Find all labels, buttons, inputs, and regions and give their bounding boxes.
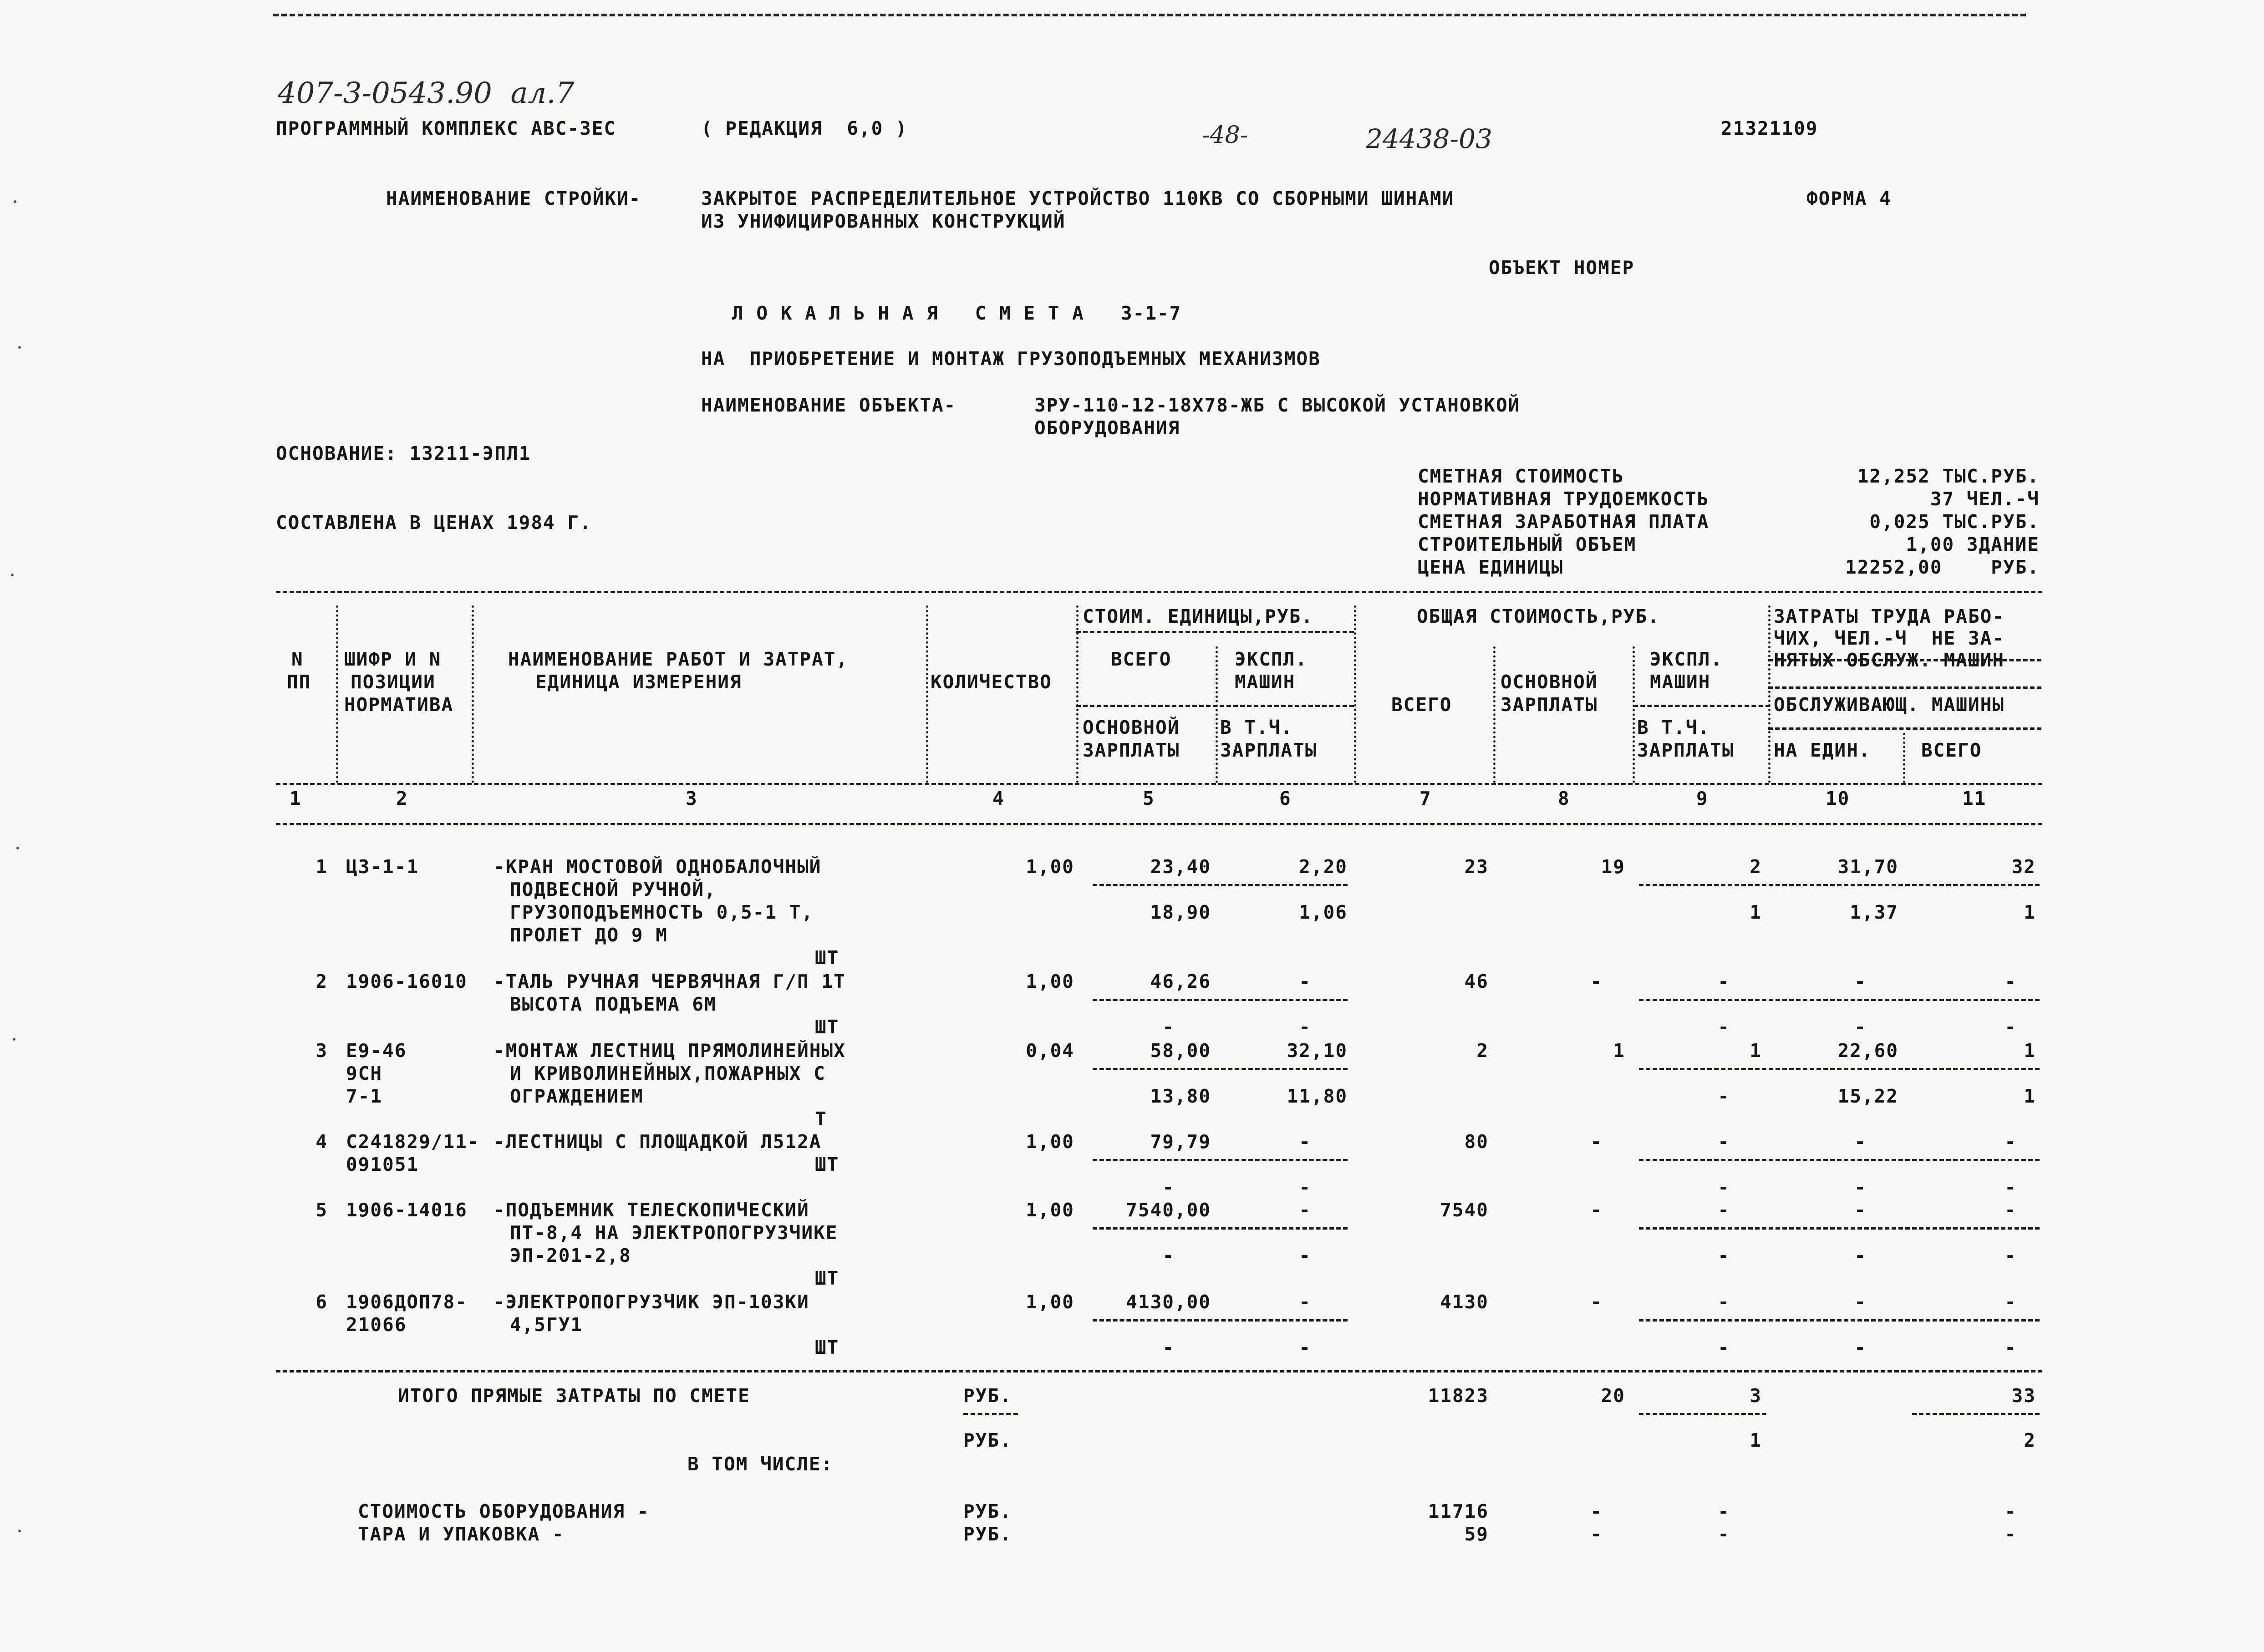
row-code: 1906-14016	[346, 1199, 468, 1221]
totals-machine-wage: 1	[1750, 1429, 1762, 1451]
row-rule	[1639, 1227, 2040, 1230]
row-labor-total: -	[2005, 1291, 2017, 1313]
row-labor-total-service: -	[2005, 1016, 2017, 1038]
packaging-machine: -	[1718, 1523, 1730, 1545]
totals-label: ИТОГО ПРЯМЫЕ ЗАТРАТЫ ПО СМЕТЕ	[398, 1385, 750, 1407]
col-divider	[926, 605, 928, 783]
row-name: -ТАЛЬ РУЧНАЯ ЧЕРВЯЧНАЯ Г/П 1Т	[494, 971, 846, 992]
labor-rule-2	[1768, 686, 2041, 689]
row-unit-total: 4130,00	[1126, 1291, 1211, 1313]
row-unit-machine: 32,10	[1287, 1040, 1348, 1062]
row-code: Ц3-1-1	[346, 856, 419, 878]
totals-labor: 33	[2011, 1385, 2036, 1407]
column-number: 5	[1143, 788, 1155, 809]
handwritten-ref: 24438-03	[1366, 123, 1492, 154]
row-name: ЭП-201-2,8	[510, 1245, 631, 1266]
row-total-wage: -	[1590, 971, 1603, 992]
header-labor: ЧИХ, ЧЕЛ.-Ч НЕ ЗА-	[1774, 627, 2005, 649]
object-number: ОБЪЕКТ НОМЕР	[1489, 257, 1635, 279]
summary-value: 0,025 ТЫС.РУБ.	[1869, 511, 2040, 533]
row-total-machine: -	[1718, 1291, 1730, 1313]
summary-value: 12252,00 РУБ.	[1845, 556, 2040, 578]
col-divider	[1493, 646, 1496, 783]
col-divider	[1768, 605, 1770, 783]
row-name: -ЭЛЕКТРОПОГРУЗЧИК ЭП-103КИ	[494, 1291, 809, 1313]
row-labor-unit: -	[1854, 1291, 1867, 1313]
object-line1: ЗРУ-110-12-18Х78-ЖБ С ВЫСОКОЙ УСТАНОВКОЙ	[1034, 394, 1521, 416]
totals-unit: РУБ.	[963, 1385, 1012, 1407]
unit-cost-split-rule	[1076, 705, 1354, 707]
row-labor-unit-service: -	[1854, 1016, 1867, 1038]
col-divider	[1903, 733, 1905, 783]
column-number: 3	[686, 788, 698, 809]
row-rule	[1639, 884, 2040, 886]
row-quantity: 0,04	[1026, 1040, 1074, 1062]
row-total-wage: -	[1590, 1199, 1603, 1221]
row-name: И КРИВОЛИНЕЙНЫХ,ПОЖАРНЫХ С	[510, 1062, 826, 1084]
row-labor-unit: 22,60	[1837, 1040, 1898, 1062]
row-total: 80	[1464, 1131, 1489, 1153]
row-code: С241829/11-	[346, 1131, 480, 1153]
row-labor-total: -	[2005, 971, 2017, 992]
row-number: 4	[315, 1131, 328, 1153]
column-number: 4	[992, 788, 1005, 809]
scan-speck	[18, 346, 21, 349]
totals-unit: РУБ.	[963, 1429, 1012, 1451]
row-name: -ЛЕСТНИЦЫ С ПЛОЩАДКОЙ Л512А	[494, 1131, 822, 1153]
header-unit-wage: ОСНОВНОЙ	[1083, 717, 1180, 738]
col-divider	[1216, 646, 1218, 783]
row-total-wage: 19	[1601, 856, 1625, 878]
col-divider	[336, 605, 338, 783]
row-number: 2	[315, 971, 328, 992]
column-number: 7	[1419, 788, 1432, 809]
row-unit-machine: -	[1299, 1291, 1311, 1313]
row-total-machine: 2	[1750, 856, 1762, 878]
row-quantity: 1,00	[1026, 1199, 1074, 1221]
summary-value: 12,252 ТЫС.РУБ.	[1857, 465, 2040, 487]
row-labor-total: -	[2005, 1131, 2017, 1153]
row-name: ПОДВЕСНОЙ РУЧНОЙ,	[510, 879, 717, 900]
row-total-wage: -	[1590, 1131, 1603, 1153]
row-rule	[1093, 884, 1348, 886]
row-name: ВЫСОТА ПОДЪЕМА 6М	[510, 993, 717, 1015]
row-quantity: 1,00	[1026, 1291, 1074, 1313]
row-total: 23	[1464, 856, 1489, 878]
row-labor-total-service: 1	[2024, 1085, 2036, 1107]
row-total-machine-wage: -	[1718, 1245, 1730, 1266]
row-rule	[1639, 1159, 2040, 1161]
totals-wage: 20	[1601, 1385, 1625, 1407]
row-total-machine: -	[1718, 1199, 1730, 1221]
row-unit-total: 46,26	[1150, 971, 1211, 992]
top-border-dashes	[273, 14, 2026, 16]
column-number: 11	[1962, 788, 1987, 809]
row-unit-total: 79,79	[1150, 1131, 1211, 1153]
totals-rule	[276, 1370, 2042, 1372]
totals-rule-short	[1912, 1413, 2040, 1415]
row-unit-wage: -	[1162, 1016, 1175, 1038]
summary-label: НОРМАТИВНАЯ ТРУДОЕМКОСТЬ	[1418, 488, 1709, 510]
header-n: N	[291, 648, 304, 670]
row-total-machine-wage: -	[1718, 1016, 1730, 1038]
header-name: НАИМЕНОВАНИЕ РАБОТ И ЗАТРАТ,	[508, 648, 849, 670]
row-rule	[1093, 1068, 1348, 1070]
totals-unit-rule	[963, 1413, 1018, 1415]
row-total: 7540	[1440, 1199, 1489, 1221]
equipment-total: 11716	[1428, 1500, 1489, 1522]
row-labor-unit-service: -	[1854, 1337, 1867, 1358]
row-labor-total-service: -	[2005, 1337, 2017, 1358]
row-code: 1906ДОП78-	[346, 1291, 468, 1313]
summary-label: СМЕТНАЯ ЗАРАБОТНАЯ ПЛАТА	[1418, 511, 1709, 533]
row-unit-machine: -	[1299, 1131, 1311, 1153]
row-unit: ШТ	[815, 1154, 839, 1175]
summary-value: 37 ЧЕЛ.-Ч	[1930, 488, 2040, 510]
object-line2: ОБОРУДОВАНИЯ	[1034, 417, 1180, 439]
header-unit-machine: ЭКСПЛ.	[1235, 648, 1308, 670]
row-number: 1	[315, 856, 328, 878]
row-rule	[1639, 1319, 2040, 1322]
row-rule	[1093, 999, 1348, 1001]
header-labor-total: ВСЕГО	[1921, 739, 1982, 761]
row-code: 9СН	[346, 1062, 383, 1084]
construction-line2: ИЗ УНИФИЦИРОВАННЫХ КОНСТРУКЦИЙ	[701, 210, 1066, 232]
header-pp: ПП	[287, 671, 311, 693]
row-labor-unit-service: -	[1854, 1245, 1867, 1266]
packaging-unit: РУБ.	[963, 1523, 1012, 1545]
row-quantity: 1,00	[1026, 971, 1074, 992]
row-labor-total: 32	[2011, 856, 2036, 878]
header-labor-unit: НА ЕДИН.	[1774, 739, 1871, 761]
header-unit-machine-wage: В Т.Ч.	[1220, 717, 1293, 738]
form-label: ФОРМА 4	[1806, 188, 1892, 209]
column-number: 9	[1696, 788, 1709, 809]
column-number: 8	[1558, 788, 1570, 809]
row-labor-total-service: 1	[2024, 901, 2036, 923]
row-code: Е9-46	[346, 1040, 407, 1062]
packaging-label: ТАРА И УПАКОВКА -	[358, 1523, 565, 1545]
row-quantity: 1,00	[1026, 1131, 1074, 1153]
row-labor-unit: -	[1854, 1199, 1867, 1221]
header-total-machine-wage: В Т.Ч.	[1637, 717, 1710, 738]
packaging-total: 59	[1464, 1523, 1489, 1545]
table-header-rule	[276, 783, 2042, 785]
row-total: 4130	[1440, 1291, 1489, 1313]
row-unit: ШТ	[815, 1016, 839, 1038]
header-code: ПОЗИЦИИ	[351, 671, 436, 693]
row-unit-machine-wage: -	[1299, 1245, 1311, 1266]
row-labor-unit: -	[1854, 1131, 1867, 1153]
col-divider	[1076, 605, 1079, 783]
row-name: -КРАН МОСТОВОЙ ОДНОБАЛОЧНЫЙ	[494, 856, 822, 878]
edition: ( РЕДАКЦИЯ 6,0 )	[701, 117, 908, 139]
row-code: 7-1	[346, 1085, 383, 1107]
row-unit-machine-wage: 1,06	[1299, 901, 1348, 923]
row-unit: ШТ	[815, 1267, 839, 1289]
table-numbers-rule	[276, 823, 2042, 825]
header-total-all: ВСЕГО	[1391, 694, 1452, 716]
header-total-wage: ЗАРПЛАТЫ	[1501, 694, 1598, 716]
row-name: -ПОДЪЕМНИК ТЕЛЕСКОПИЧЕСКИЙ	[494, 1199, 809, 1221]
header-labor: ЗАТРАТЫ ТРУДА РАБО-	[1774, 605, 2005, 627]
row-unit-total: 58,00	[1150, 1040, 1211, 1062]
header-labor: НЯТЫХ ОБСЛУЖ. МАШИН	[1774, 649, 2005, 671]
equipment-unit: РУБ.	[963, 1500, 1012, 1522]
row-total-machine: 1	[1750, 1040, 1762, 1062]
row-unit-machine-wage: -	[1299, 1016, 1311, 1038]
row-number: 5	[315, 1199, 328, 1221]
row-unit: Т	[815, 1108, 827, 1130]
column-number: 2	[396, 788, 408, 809]
header-total-machine-wage: ЗАРПЛАТЫ	[1637, 739, 1735, 761]
row-labor-unit-service: 15,22	[1837, 1085, 1898, 1107]
summary-label: ЦЕНА ЕДИНИЦЫ	[1418, 556, 1564, 578]
packaging-labor: -	[2005, 1523, 2017, 1545]
row-code: 091051	[346, 1154, 419, 1175]
row-unit-wage: 13,80	[1150, 1085, 1211, 1107]
header-total-machine: ЭКСПЛ.	[1650, 648, 1723, 670]
column-number: 6	[1279, 788, 1292, 809]
equipment-machine: -	[1718, 1500, 1730, 1522]
column-number: 1	[290, 788, 302, 809]
row-unit-machine-wage: -	[1299, 1337, 1311, 1358]
row-total: 2	[1476, 1040, 1489, 1062]
machine-split-rule	[1633, 705, 1770, 707]
row-rule	[1639, 1068, 2040, 1070]
row-unit-machine: -	[1299, 971, 1311, 992]
row-unit-machine: -	[1299, 1199, 1311, 1221]
col-divider	[1633, 646, 1635, 783]
row-name: 4,5ГУ1	[510, 1314, 583, 1336]
totals-total: 11823	[1428, 1385, 1489, 1407]
row-total-machine-wage: -	[1718, 1176, 1730, 1198]
construction-label: НАИМЕНОВАНИЕ СТРОЙКИ-	[386, 188, 641, 209]
row-total-machine: -	[1718, 971, 1730, 992]
row-unit-wage: 18,90	[1150, 901, 1211, 923]
row-labor-unit: -	[1854, 971, 1867, 992]
summary-value: 1,00 ЗДАНИЕ	[1906, 534, 2040, 555]
equipment-wage: -	[1590, 1500, 1603, 1522]
row-unit-total: 23,40	[1150, 856, 1211, 878]
header-total-cost-group: ОБЩАЯ СТОИМОСТЬ,РУБ.	[1417, 605, 1660, 627]
row-labor-total-service: -	[2005, 1245, 2017, 1266]
header-code: ШИФР И N	[344, 648, 442, 670]
summary-label: СМЕТНАЯ СТОИМОСТЬ	[1418, 465, 1624, 487]
header-unit-machine: МАШИН	[1235, 671, 1296, 693]
row-unit-wage: -	[1162, 1337, 1175, 1358]
row-name: -МОНТАЖ ЛЕСТНИЦ ПРЯМОЛИНЕЙНЫХ	[494, 1040, 846, 1062]
page-number: -48-	[1202, 122, 1248, 149]
doc-number: 21321109	[1721, 117, 1818, 139]
row-labor-total-service: -	[2005, 1176, 2017, 1198]
row-quantity: 1,00	[1026, 856, 1074, 878]
row-labor-total: 1	[2024, 1040, 2036, 1062]
col-divider	[472, 605, 474, 783]
totals-machine: 3	[1750, 1385, 1762, 1407]
column-number: 10	[1826, 788, 1850, 809]
row-unit-machine-wage: -	[1299, 1176, 1311, 1198]
row-labor-unit-service: 1,37	[1850, 901, 1898, 923]
handwritten-code: 407-3-0543.90 ал.7	[278, 76, 575, 110]
header-code: НОРМАТИВА	[344, 694, 454, 716]
program-name: ПРОГРАММНЫЙ КОМПЛЕКС АВС-3ЕС	[276, 117, 616, 139]
row-total-machine-wage: 1	[1750, 901, 1762, 923]
header-total-wage: ОСНОВНОЙ	[1501, 671, 1598, 693]
header-name: ЕДИНИЦА ИЗМЕРЕНИЯ	[535, 671, 742, 693]
table-top-rule	[276, 591, 2042, 593]
row-rule	[1093, 1159, 1348, 1161]
scan-speck	[16, 847, 19, 849]
packaging-wage: -	[1590, 1523, 1603, 1545]
scan-speck	[11, 574, 14, 576]
construction-line1: ЗАКРЫТОЕ РАСПРЕДЕЛИТЕЛЬНОЕ УСТРОЙСТВО 110КВ СО СБОРНЫМИ ШИНАМИ	[701, 188, 1455, 209]
row-rule	[1093, 1319, 1348, 1322]
header-unit-total: ВСЕГО	[1111, 648, 1172, 670]
header-unit-wage: ЗАРПЛАТЫ	[1083, 739, 1180, 761]
equipment-label: СТОИМОСТЬ ОБОРУДОВАНИЯ -	[358, 1500, 650, 1522]
row-code: 21066	[346, 1314, 407, 1336]
object-label: НАИМЕНОВАНИЕ ОБЪЕКТА-	[701, 394, 956, 416]
header-total-machine: МАШИН	[1650, 671, 1711, 693]
scan-speck	[18, 1530, 21, 1532]
header-unit-machine-wage: ЗАРПЛАТЫ	[1220, 739, 1318, 761]
row-total-machine-wage: -	[1718, 1085, 1730, 1107]
row-total-wage: -	[1590, 1291, 1603, 1313]
row-name: ОГРАЖДЕНИЕМ	[510, 1085, 644, 1107]
header-labor-service: ОБСЛУЖИВАЮЩ. МАШИНЫ	[1774, 694, 2005, 716]
basis: ОСНОВАНИЕ: 13211-ЭПЛ1	[276, 442, 531, 464]
row-rule	[1093, 1227, 1348, 1230]
summary-label: СТРОИТЕЛЬНЫЙ ОБЪЕМ	[1418, 534, 1637, 555]
row-labor-unit: 31,70	[1837, 856, 1898, 878]
header-quantity: КОЛИЧЕСТВО	[931, 671, 1052, 693]
unit-cost-group-rule	[1076, 631, 1354, 633]
row-unit-total: 7540,00	[1126, 1199, 1211, 1221]
row-code: 1906-16010	[346, 971, 468, 992]
row-total-machine: -	[1718, 1131, 1730, 1153]
scan-speck	[13, 1038, 15, 1041]
row-unit-wage: -	[1162, 1245, 1175, 1266]
col-divider	[1354, 605, 1356, 783]
row-labor-total: -	[2005, 1199, 2017, 1221]
row-total-wage: 1	[1613, 1040, 1625, 1062]
totals-labor-service: 2	[2024, 1429, 2036, 1451]
row-labor-unit-service: -	[1854, 1176, 1867, 1198]
row-unit-machine: 2,20	[1299, 856, 1348, 878]
document-subtitle: НА ПРИОБРЕТЕНИЕ И МОНТАЖ ГРУЗОПОДЪЕМНЫХ МЕХАНИЗМОВ	[701, 348, 1321, 370]
equipment-labor: -	[2005, 1500, 2017, 1522]
including-label: В ТОМ ЧИСЛЕ:	[687, 1453, 834, 1475]
row-name: ПРОЛЕТ ДО 9 М	[510, 924, 668, 946]
totals-rule-short	[1639, 1413, 1766, 1415]
row-total: 46	[1464, 971, 1489, 992]
header-unit-cost-group: СТОИМ. ЕДИНИЦЫ,РУБ.	[1083, 605, 1313, 627]
price-level: СОСТАВЛЕНА В ЦЕНАХ 1984 Г.	[276, 512, 592, 534]
row-number: 3	[315, 1040, 328, 1062]
scan-speck	[14, 200, 16, 203]
row-number: 6	[315, 1291, 328, 1313]
labor-rule-3	[1768, 727, 2041, 730]
row-name: ГРУЗОПОДЪЕМНОСТЬ 0,5-1 Т,	[510, 901, 814, 923]
row-unit: ШТ	[815, 1337, 839, 1358]
row-unit: ШТ	[815, 947, 839, 969]
row-name: ПТ-8,4 НА ЭЛЕКТРОПОГРУЗЧИКЕ	[510, 1222, 838, 1244]
row-unit-wage: -	[1162, 1176, 1175, 1198]
row-unit-machine-wage: 11,80	[1287, 1085, 1348, 1107]
document-title: Л О К А Л Ь Н А Я С М Е Т А 3-1-7	[732, 302, 1182, 324]
row-total-machine-wage: -	[1718, 1337, 1730, 1358]
row-rule	[1639, 999, 2040, 1001]
